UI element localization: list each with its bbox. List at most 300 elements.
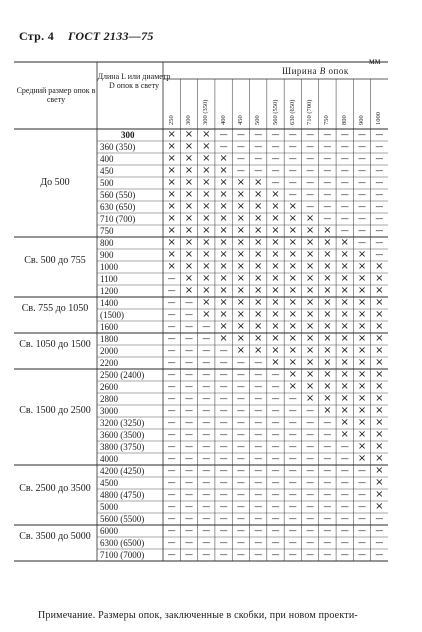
not-applicable-dash: — xyxy=(202,442,211,451)
not-applicable-dash: — xyxy=(340,190,349,199)
applicable-mark: × xyxy=(288,297,297,308)
not-applicable-dash: — xyxy=(184,334,193,343)
applicable-mark: × xyxy=(253,177,263,188)
applicable-mark: × xyxy=(375,453,384,464)
width-label: 1000 xyxy=(375,112,383,125)
width-label: 630 (650) xyxy=(288,99,296,125)
not-applicable-dash: — xyxy=(306,418,315,427)
width-label: 400 xyxy=(219,115,227,125)
not-applicable-dash: — xyxy=(340,502,349,511)
applicable-mark: × xyxy=(305,297,315,308)
not-applicable-dash: — xyxy=(167,358,176,367)
not-applicable-dash: — xyxy=(271,406,280,415)
applicable-mark: × xyxy=(271,345,280,356)
not-applicable-dash: — xyxy=(323,178,332,187)
not-applicable-dash: — xyxy=(340,202,349,211)
not-applicable-dash: — xyxy=(288,406,297,415)
applicable-mark: × xyxy=(323,309,332,320)
not-applicable-dash: — xyxy=(358,514,367,523)
applicable-mark: × xyxy=(253,225,263,236)
not-applicable-dash: — xyxy=(184,406,193,415)
size-cell: 2200 xyxy=(100,358,118,368)
not-applicable-dash: — xyxy=(358,214,367,223)
not-applicable-dash: — xyxy=(271,394,280,403)
applicable-mark: × xyxy=(375,369,384,380)
applicable-mark: × xyxy=(271,237,280,248)
size-cell: 7100 (7000) xyxy=(100,550,145,560)
size-cell: 3200 (3250) xyxy=(100,418,145,428)
not-applicable-dash: — xyxy=(323,454,332,463)
applicable-mark: × xyxy=(219,297,228,308)
applicable-mark: × xyxy=(340,417,349,428)
applicable-mark: × xyxy=(202,177,211,188)
not-applicable-dash: — xyxy=(202,394,211,403)
applicable-mark: × xyxy=(202,129,211,140)
applicable-mark: × xyxy=(288,381,297,392)
col-header-length: Длина L или диаметр D опок в свету xyxy=(97,72,171,90)
not-applicable-dash: — xyxy=(288,154,297,163)
size-cell: 400 xyxy=(100,154,114,164)
applicable-mark: × xyxy=(202,225,211,236)
applicable-mark: × xyxy=(184,285,194,296)
size-cell: 4500 xyxy=(100,478,118,488)
applicable-mark: × xyxy=(219,309,228,320)
footnote: Примечание. Размеры опок, заключенные в скобки, при новом проекти- xyxy=(38,610,358,621)
size-cell: 1400 xyxy=(100,298,118,308)
not-applicable-dash: — xyxy=(323,466,332,475)
not-applicable-dash: — xyxy=(184,478,193,487)
applicable-mark: × xyxy=(375,405,384,416)
not-applicable-dash: — xyxy=(202,538,211,547)
applicable-mark: × xyxy=(323,237,332,248)
not-applicable-dash: — xyxy=(340,154,349,163)
applicable-mark: × xyxy=(357,321,367,332)
not-applicable-dash: — xyxy=(219,130,228,139)
applicable-mark: × xyxy=(340,357,349,368)
not-applicable-dash: — xyxy=(184,538,193,547)
applicable-mark: × xyxy=(253,333,263,344)
not-applicable-dash: — xyxy=(288,442,297,451)
not-applicable-dash: — xyxy=(236,142,245,151)
applicable-mark: × xyxy=(236,297,246,308)
applicable-mark: × xyxy=(253,249,263,260)
applicable-mark: × xyxy=(375,345,384,356)
not-applicable-dash: — xyxy=(340,166,349,175)
applicable-mark: × xyxy=(167,177,176,188)
applicable-mark: × xyxy=(184,141,194,152)
applicable-mark: × xyxy=(253,345,263,356)
applicable-mark: × xyxy=(305,369,315,380)
not-applicable-dash: — xyxy=(375,550,384,559)
applicable-mark: × xyxy=(236,225,246,236)
not-applicable-dash: — xyxy=(288,478,297,487)
not-applicable-dash: — xyxy=(202,478,211,487)
not-applicable-dash: — xyxy=(288,550,297,559)
size-cell: 900 xyxy=(100,250,114,260)
size-cell: 710 (700) xyxy=(100,214,136,224)
not-applicable-dash: — xyxy=(167,334,176,343)
not-applicable-dash: — xyxy=(375,202,384,211)
applicable-mark: × xyxy=(323,285,332,296)
applicable-mark: × xyxy=(323,405,332,416)
not-applicable-dash: — xyxy=(167,346,176,355)
not-applicable-dash: — xyxy=(254,370,263,379)
applicable-mark: × xyxy=(202,141,211,152)
applicable-mark: × xyxy=(253,297,263,308)
applicable-mark: × xyxy=(375,441,384,452)
not-applicable-dash: — xyxy=(306,526,315,535)
not-applicable-dash: — xyxy=(167,322,176,331)
not-applicable-dash: — xyxy=(254,526,263,535)
size-cell: 5000 xyxy=(100,502,118,512)
not-applicable-dash: — xyxy=(288,502,297,511)
not-applicable-dash: — xyxy=(236,442,245,451)
applicable-mark: × xyxy=(167,225,176,236)
not-applicable-dash: — xyxy=(271,382,280,391)
not-applicable-dash: — xyxy=(375,214,384,223)
size-cell: 5600 (5500) xyxy=(100,514,145,524)
applicable-mark: × xyxy=(184,273,194,284)
applicable-mark: × xyxy=(288,321,297,332)
width-label: 300 xyxy=(184,115,192,125)
applicable-mark: × xyxy=(253,237,263,248)
applicable-mark: × xyxy=(305,249,315,260)
applicable-mark: × xyxy=(253,213,263,224)
applicable-mark: × xyxy=(375,321,384,332)
not-applicable-dash: — xyxy=(271,430,280,439)
applicable-mark: × xyxy=(340,345,349,356)
not-applicable-dash: — xyxy=(340,130,349,139)
applicable-mark: × xyxy=(184,261,194,272)
not-applicable-dash: — xyxy=(254,406,263,415)
not-applicable-dash: — xyxy=(358,526,367,535)
not-applicable-dash: — xyxy=(219,358,228,367)
applicable-mark: × xyxy=(202,249,211,260)
not-applicable-dash: — xyxy=(306,478,315,487)
size-cell: 6300 (6500) xyxy=(100,538,145,548)
applicable-mark: × xyxy=(323,357,332,368)
size-cell: 1800 xyxy=(100,334,118,344)
applicable-mark: × xyxy=(184,177,194,188)
width-label: 500 xyxy=(254,115,262,125)
applicable-mark: × xyxy=(219,189,228,200)
not-applicable-dash: — xyxy=(202,502,211,511)
applicable-mark: × xyxy=(288,285,297,296)
not-applicable-dash: — xyxy=(236,382,245,391)
applicable-mark: × xyxy=(357,273,367,284)
applicable-mark: × xyxy=(375,261,384,272)
applicable-mark: × xyxy=(271,189,280,200)
not-applicable-dash: — xyxy=(306,202,315,211)
applicable-mark: × xyxy=(323,393,332,404)
applicable-mark: × xyxy=(375,429,384,440)
not-applicable-dash: — xyxy=(219,442,228,451)
not-applicable-dash: — xyxy=(184,514,193,523)
applicable-mark: × xyxy=(340,309,349,320)
applicable-mark: × xyxy=(184,237,194,248)
not-applicable-dash: — xyxy=(219,490,228,499)
size-cell: 1600 xyxy=(100,322,118,332)
applicable-mark: × xyxy=(202,285,211,296)
applicable-mark: × xyxy=(288,345,297,356)
not-applicable-dash: — xyxy=(236,358,245,367)
not-applicable-dash: — xyxy=(306,190,315,199)
not-applicable-dash: — xyxy=(236,130,245,139)
applicable-mark: × xyxy=(167,141,176,152)
not-applicable-dash: — xyxy=(202,514,211,523)
applicable-mark: × xyxy=(219,333,228,344)
applicable-mark: × xyxy=(357,417,367,428)
not-applicable-dash: — xyxy=(306,130,315,139)
not-applicable-dash: — xyxy=(323,202,332,211)
unit-label: мм xyxy=(369,56,381,66)
applicable-mark: × xyxy=(340,285,349,296)
applicable-mark: × xyxy=(184,213,194,224)
size-cell: 2800 xyxy=(100,394,118,404)
applicable-mark: × xyxy=(202,153,211,164)
not-applicable-dash: — xyxy=(236,454,245,463)
not-applicable-dash: — xyxy=(306,538,315,547)
applicable-mark: × xyxy=(167,201,176,212)
not-applicable-dash: — xyxy=(271,538,280,547)
not-applicable-dash: — xyxy=(271,526,280,535)
applicable-mark: × xyxy=(236,285,246,296)
not-applicable-dash: — xyxy=(288,490,297,499)
not-applicable-dash: — xyxy=(219,502,228,511)
not-applicable-dash: — xyxy=(167,406,176,415)
not-applicable-dash: — xyxy=(306,514,315,523)
applicable-mark: × xyxy=(184,201,194,212)
not-applicable-dash: — xyxy=(306,178,315,187)
not-applicable-dash: — xyxy=(219,406,228,415)
applicable-mark: × xyxy=(202,309,211,320)
not-applicable-dash: — xyxy=(167,538,176,547)
group-label: Св. 755 до 1050 xyxy=(21,303,89,314)
not-applicable-dash: — xyxy=(271,466,280,475)
applicable-mark: × xyxy=(271,333,280,344)
applicable-mark: × xyxy=(357,369,367,380)
not-applicable-dash: — xyxy=(323,538,332,547)
not-applicable-dash: — xyxy=(167,310,176,319)
not-applicable-dash: — xyxy=(358,478,367,487)
not-applicable-dash: — xyxy=(306,490,315,499)
applicable-mark: × xyxy=(288,201,297,212)
not-applicable-dash: — xyxy=(167,550,176,559)
applicable-mark: × xyxy=(184,129,194,140)
not-applicable-dash: — xyxy=(254,514,263,523)
not-applicable-dash: — xyxy=(358,190,367,199)
not-applicable-dash: — xyxy=(340,478,349,487)
not-applicable-dash: — xyxy=(288,526,297,535)
not-applicable-dash: — xyxy=(340,226,349,235)
not-applicable-dash: — xyxy=(184,346,193,355)
applicable-mark: × xyxy=(236,189,246,200)
group-label: Св. 2500 до 3500 xyxy=(19,483,91,494)
not-applicable-dash: — xyxy=(288,394,297,403)
applicable-mark: × xyxy=(219,321,228,332)
not-applicable-dash: — xyxy=(202,550,211,559)
not-applicable-dash: — xyxy=(375,166,384,175)
not-applicable-dash: — xyxy=(219,478,228,487)
not-applicable-dash: — xyxy=(306,142,315,151)
applicable-mark: × xyxy=(167,249,176,260)
applicable-mark: × xyxy=(357,453,367,464)
applicable-mark: × xyxy=(236,321,246,332)
applicable-mark: × xyxy=(271,249,280,260)
not-applicable-dash: — xyxy=(167,490,176,499)
not-applicable-dash: — xyxy=(375,178,384,187)
applicable-mark: × xyxy=(184,189,194,200)
not-applicable-dash: — xyxy=(323,418,332,427)
applicable-mark: × xyxy=(202,273,211,284)
applicable-mark: × xyxy=(305,309,315,320)
not-applicable-dash: — xyxy=(184,454,193,463)
applicable-mark: × xyxy=(236,309,246,320)
applicable-mark: × xyxy=(357,381,367,392)
not-applicable-dash: — xyxy=(271,454,280,463)
applicable-mark: × xyxy=(340,297,349,308)
applicable-mark: × xyxy=(357,429,367,440)
not-applicable-dash: — xyxy=(358,238,367,247)
not-applicable-dash: — xyxy=(375,190,384,199)
not-applicable-dash: — xyxy=(167,286,176,295)
not-applicable-dash: — xyxy=(167,442,176,451)
not-applicable-dash: — xyxy=(288,418,297,427)
applicable-mark: × xyxy=(219,201,228,212)
group-label: До 500 xyxy=(40,177,70,188)
not-applicable-dash: — xyxy=(358,166,367,175)
not-applicable-dash: — xyxy=(167,526,176,535)
size-cell: 4800 (4750) xyxy=(100,490,145,500)
not-applicable-dash: — xyxy=(219,370,228,379)
not-applicable-dash: — xyxy=(219,394,228,403)
not-applicable-dash: — xyxy=(236,478,245,487)
not-applicable-dash: — xyxy=(340,142,349,151)
not-applicable-dash: — xyxy=(219,526,228,535)
width-label: 250 xyxy=(167,115,175,125)
applicable-mark: × xyxy=(202,165,211,176)
not-applicable-dash: — xyxy=(184,490,193,499)
not-applicable-dash: — xyxy=(184,370,193,379)
not-applicable-dash: — xyxy=(167,274,176,283)
width-label: 800 xyxy=(340,115,348,125)
not-applicable-dash: — xyxy=(288,190,297,199)
group-label: Св. 3500 до 5000 xyxy=(19,531,91,542)
not-applicable-dash: — xyxy=(340,526,349,535)
applicable-mark: × xyxy=(184,225,194,236)
applicable-mark: × xyxy=(375,465,384,476)
applicable-mark: × xyxy=(305,225,315,236)
not-applicable-dash: — xyxy=(236,154,245,163)
size-cell: (1500) xyxy=(100,310,124,320)
not-applicable-dash: — xyxy=(340,442,349,451)
not-applicable-dash: — xyxy=(323,490,332,499)
size-cell: 3800 (3750) xyxy=(100,442,145,452)
applicable-mark: × xyxy=(357,357,367,368)
not-applicable-dash: — xyxy=(236,538,245,547)
applicable-mark: × xyxy=(219,177,228,188)
not-applicable-dash: — xyxy=(219,142,228,151)
applicable-mark: × xyxy=(219,261,228,272)
applicable-mark: × xyxy=(340,273,349,284)
applicable-mark: × xyxy=(357,297,367,308)
applicable-mark: × xyxy=(357,309,367,320)
applicable-mark: × xyxy=(202,237,211,248)
applicable-mark: × xyxy=(219,153,228,164)
not-applicable-dash: — xyxy=(340,550,349,559)
applicable-mark: × xyxy=(236,345,246,356)
not-applicable-dash: — xyxy=(358,490,367,499)
not-applicable-dash: — xyxy=(202,346,211,355)
applicable-mark: × xyxy=(357,441,367,452)
applicable-mark: × xyxy=(253,189,263,200)
applicable-mark: × xyxy=(253,321,263,332)
size-cell: 4000 xyxy=(100,454,118,464)
not-applicable-dash: — xyxy=(271,502,280,511)
not-applicable-dash: — xyxy=(219,538,228,547)
not-applicable-dash: — xyxy=(306,442,315,451)
applicable-mark: × xyxy=(375,477,384,488)
applicable-mark: × xyxy=(340,369,349,380)
not-applicable-dash: — xyxy=(306,166,315,175)
applicable-mark: × xyxy=(236,273,246,284)
applicable-mark: × xyxy=(271,297,280,308)
not-applicable-dash: — xyxy=(323,514,332,523)
not-applicable-dash: — xyxy=(288,166,297,175)
applicable-mark: × xyxy=(219,213,228,224)
not-applicable-dash: — xyxy=(306,454,315,463)
applicable-mark: × xyxy=(375,285,384,296)
not-applicable-dash: — xyxy=(254,166,263,175)
not-applicable-dash: — xyxy=(219,346,228,355)
not-applicable-dash: — xyxy=(323,502,332,511)
applicable-mark: × xyxy=(305,237,315,248)
applicable-mark: × xyxy=(323,261,332,272)
not-applicable-dash: — xyxy=(236,514,245,523)
applicable-mark: × xyxy=(340,429,349,440)
applicable-mark: × xyxy=(236,213,246,224)
not-applicable-dash: — xyxy=(358,502,367,511)
not-applicable-dash: — xyxy=(271,154,280,163)
group-label: Св. 1500 до 2500 xyxy=(19,405,91,416)
not-applicable-dash: — xyxy=(375,154,384,163)
applicable-mark: × xyxy=(219,225,228,236)
not-applicable-dash: — xyxy=(167,478,176,487)
applicable-mark: × xyxy=(375,309,384,320)
applicable-mark: × xyxy=(305,273,315,284)
applicable-mark: × xyxy=(340,381,349,392)
not-applicable-dash: — xyxy=(167,394,176,403)
not-applicable-dash: — xyxy=(375,142,384,151)
not-applicable-dash: — xyxy=(271,142,280,151)
applicable-mark: × xyxy=(271,201,280,212)
not-applicable-dash: — xyxy=(340,466,349,475)
applicable-mark: × xyxy=(184,153,194,164)
not-applicable-dash: — xyxy=(306,466,315,475)
not-applicable-dash: — xyxy=(219,454,228,463)
not-applicable-dash: — xyxy=(288,178,297,187)
applicable-mark: × xyxy=(305,285,315,296)
applicable-mark: × xyxy=(184,165,194,176)
not-applicable-dash: — xyxy=(167,430,176,439)
applicable-mark: × xyxy=(202,189,211,200)
applicable-mark: × xyxy=(219,249,228,260)
applicable-mark: × xyxy=(357,261,367,272)
not-applicable-dash: — xyxy=(236,526,245,535)
not-applicable-dash: — xyxy=(323,550,332,559)
not-applicable-dash: — xyxy=(202,526,211,535)
size-cell: 630 (650) xyxy=(100,202,136,212)
